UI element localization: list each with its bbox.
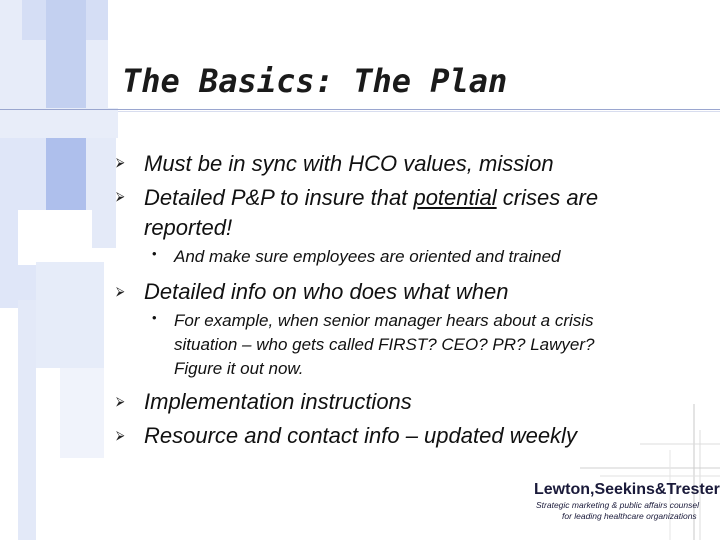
arrow-bullet-icon: ⮚: [116, 428, 125, 442]
bullet-text: Resource and contact info – updated weekly: [144, 423, 577, 448]
title-divider: [0, 109, 720, 110]
bullet-text: Detailed info on who does what when: [144, 279, 509, 304]
sub-bullet-text: And make sure employees are oriented and trained: [174, 247, 561, 266]
logo-tagline-line: Strategic marketing & public affairs counsel: [536, 500, 699, 510]
arrow-bullet-icon: ⮚: [116, 155, 125, 169]
dot-bullet-icon: •: [152, 310, 157, 325]
slide-title: The Basics: The Plan: [122, 62, 508, 100]
bullet-text: [144, 182, 598, 213]
sub-bullet-text: For example, when senior manager hears about a crisis: [174, 311, 594, 330]
logo-tagline-line: for leading healthcare organizations: [562, 511, 697, 521]
bullet-text-continued: reported!: [144, 215, 233, 240]
logo-tagline: [536, 500, 699, 522]
sub-bullet-text: situation – who gets called FIRST? CEO? PR? Lawyer?: [174, 335, 595, 354]
logo-wordmark: Lewton,Seekins&Trester: [534, 481, 720, 498]
dot-bullet-icon: •: [152, 246, 157, 261]
arrow-bullet-icon: ⮚: [116, 394, 125, 408]
bullet-text: Must be in sync with HCO values, mission: [144, 151, 554, 176]
arrow-bullet-icon: ⮚: [116, 284, 125, 298]
bullet-text: Implementation instructions: [144, 389, 412, 414]
arrow-bullet-icon: ⮚: [116, 189, 125, 203]
bullet-text-part: Detailed P&P to insure that: [144, 185, 414, 210]
sub-bullet-text: Figure it out now.: [174, 359, 304, 378]
underlined-word: potential: [413, 185, 497, 210]
bullet-text-part: crises are: [496, 185, 599, 210]
title-divider-shadow: [118, 111, 720, 112]
